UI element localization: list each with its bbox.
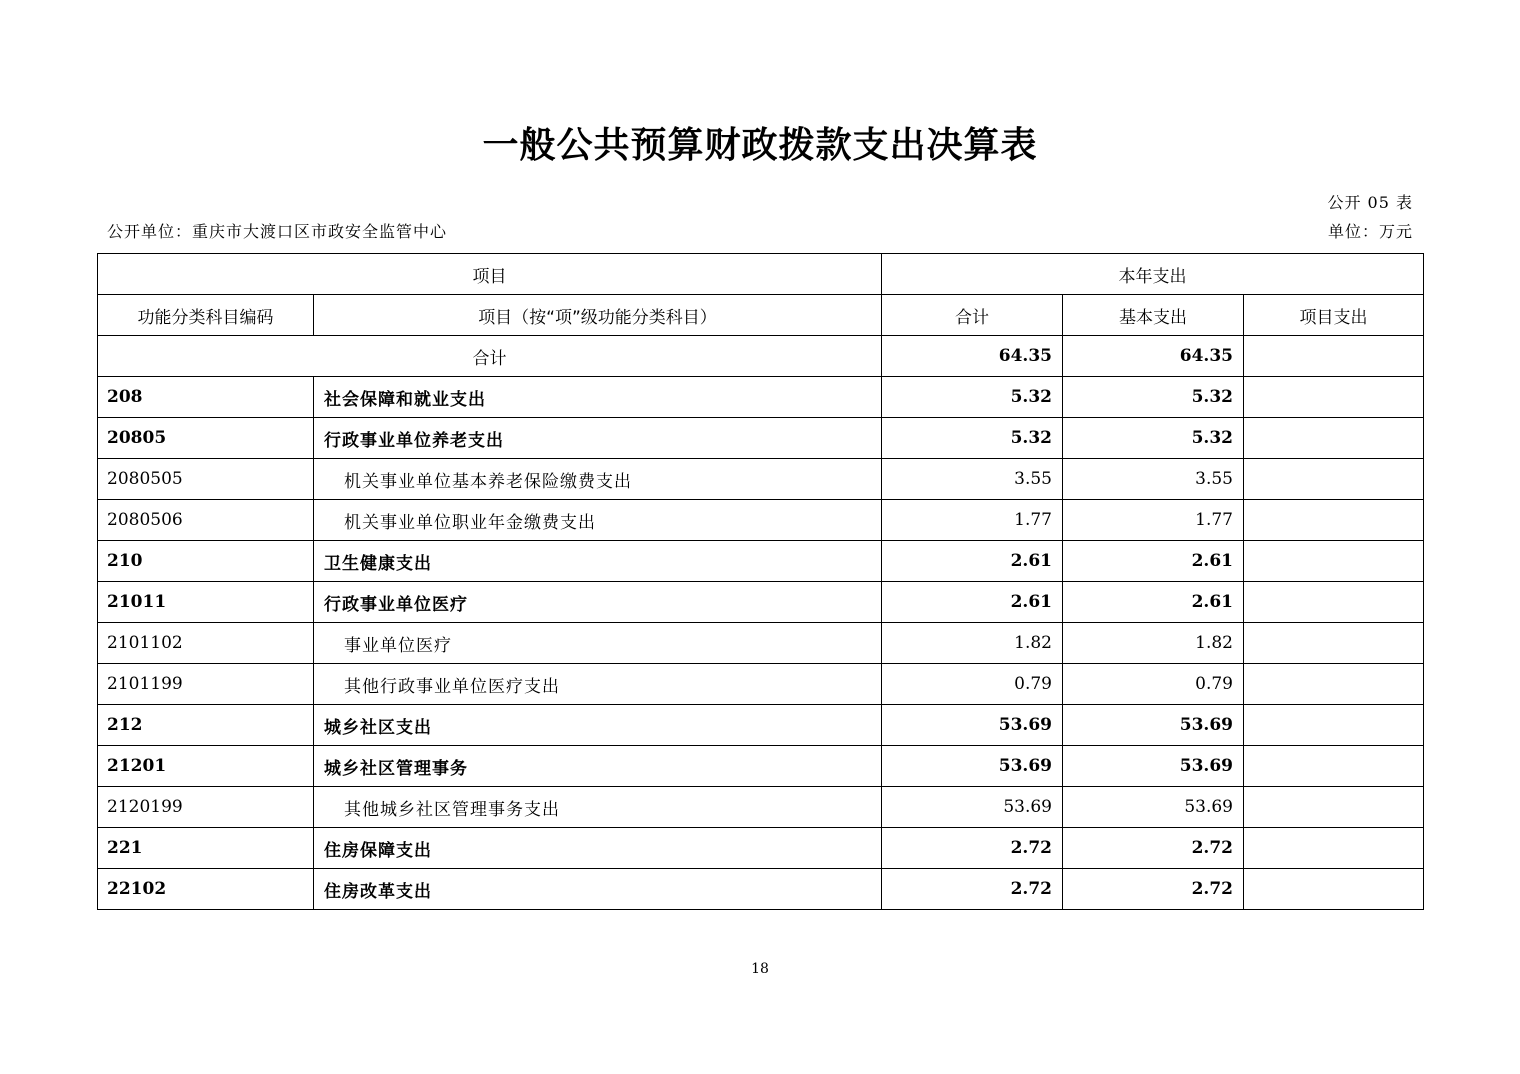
header-code: 功能分类科目编码 — [98, 295, 314, 336]
header-row-1 — [98, 254, 1424, 295]
table-row — [98, 787, 1424, 828]
row-basic: 0.79 — [1063, 664, 1244, 705]
row-code: 21011 — [98, 582, 314, 623]
table-row — [98, 582, 1424, 623]
row-name: 其他城乡社区管理事务支出 — [314, 787, 882, 828]
row-project — [1244, 418, 1424, 459]
row-basic: 3.55 — [1063, 459, 1244, 500]
row-name: 社会保障和就业支出 — [314, 377, 882, 418]
row-total: 1.82 — [882, 623, 1063, 664]
table-row — [98, 869, 1424, 910]
total-amount: 64.35 — [882, 336, 1063, 377]
row-name: 住房保障支出 — [314, 828, 882, 869]
row-code: 2101199 — [98, 664, 314, 705]
row-total: 2.61 — [882, 582, 1063, 623]
table-row — [98, 541, 1424, 582]
form-number: 公开 05 表 — [1327, 193, 1413, 212]
row-total: 3.55 — [882, 459, 1063, 500]
table-row — [98, 705, 1424, 746]
row-total: 53.69 — [882, 746, 1063, 787]
row-project — [1244, 869, 1424, 910]
header-basic: 基本支出 — [1063, 295, 1244, 336]
table-row — [98, 746, 1424, 787]
total-project — [1244, 336, 1424, 377]
table-row — [98, 500, 1424, 541]
row-total: 53.69 — [882, 787, 1063, 828]
row-code: 210 — [98, 541, 314, 582]
row-basic: 53.69 — [1063, 746, 1244, 787]
row-total: 53.69 — [882, 705, 1063, 746]
row-total: 2.61 — [882, 541, 1063, 582]
row-name: 行政事业单位养老支出 — [314, 418, 882, 459]
page-title: 一般公共预算财政拨款支出决算表 — [482, 125, 1038, 166]
row-name: 住房改革支出 — [314, 869, 882, 910]
row-code: 2080506 — [98, 500, 314, 541]
row-code: 2101102 — [98, 623, 314, 664]
row-basic: 53.69 — [1063, 705, 1244, 746]
header-name: 项目（按“项”级功能分类科目） — [314, 295, 882, 336]
row-code: 212 — [98, 705, 314, 746]
row-basic: 2.72 — [1063, 869, 1244, 910]
row-code: 208 — [98, 377, 314, 418]
header-total: 合计 — [882, 295, 1063, 336]
row-name: 城乡社区支出 — [314, 705, 882, 746]
row-basic: 2.72 — [1063, 828, 1244, 869]
header-row-2 — [98, 295, 1424, 336]
row-project — [1244, 787, 1424, 828]
row-code: 20805 — [98, 418, 314, 459]
page-number: 18 — [751, 961, 769, 977]
table-row — [98, 828, 1424, 869]
row-name: 城乡社区管理事务 — [314, 746, 882, 787]
header-current-year: 本年支出 — [882, 254, 1424, 295]
table-row — [98, 418, 1424, 459]
row-project — [1244, 500, 1424, 541]
row-basic: 1.82 — [1063, 623, 1244, 664]
total-label: 合计 — [98, 336, 882, 377]
row-total: 2.72 — [882, 869, 1063, 910]
row-code: 21201 — [98, 746, 314, 787]
row-total: 2.72 — [882, 828, 1063, 869]
row-project — [1244, 828, 1424, 869]
row-project — [1244, 377, 1424, 418]
row-project — [1244, 623, 1424, 664]
header-project-exp: 项目支出 — [1244, 295, 1424, 336]
row-name: 其他行政事业单位医疗支出 — [314, 664, 882, 705]
row-basic: 2.61 — [1063, 541, 1244, 582]
row-project — [1244, 541, 1424, 582]
table-row — [98, 459, 1424, 500]
row-code: 2120199 — [98, 787, 314, 828]
row-name: 卫生健康支出 — [314, 541, 882, 582]
row-name: 事业单位医疗 — [314, 623, 882, 664]
budget-table — [97, 253, 1424, 910]
table-row — [98, 623, 1424, 664]
row-project — [1244, 582, 1424, 623]
total-row — [98, 336, 1424, 377]
row-basic: 5.32 — [1063, 377, 1244, 418]
row-basic: 53.69 — [1063, 787, 1244, 828]
row-name: 机关事业单位职业年金缴费支出 — [314, 500, 882, 541]
row-total: 5.32 — [882, 377, 1063, 418]
row-code: 22102 — [98, 869, 314, 910]
row-total: 5.32 — [882, 418, 1063, 459]
row-basic: 5.32 — [1063, 418, 1244, 459]
unit-label: 单位：万元 — [1327, 222, 1413, 241]
row-name: 机关事业单位基本养老保险缴费支出 — [314, 459, 882, 500]
org-label: 公开单位：重庆市大渡口区市政安全监管中心 — [107, 222, 448, 241]
row-total: 1.77 — [882, 500, 1063, 541]
row-project — [1244, 705, 1424, 746]
row-project — [1244, 664, 1424, 705]
row-project — [1244, 459, 1424, 500]
table-row — [98, 664, 1424, 705]
total-basic: 64.35 — [1063, 336, 1244, 377]
table-row — [98, 377, 1424, 418]
row-name: 行政事业单位医疗 — [314, 582, 882, 623]
row-code: 221 — [98, 828, 314, 869]
row-basic: 1.77 — [1063, 500, 1244, 541]
row-basic: 2.61 — [1063, 582, 1244, 623]
row-project — [1244, 746, 1424, 787]
header-project: 项目 — [98, 254, 882, 295]
row-total: 0.79 — [882, 664, 1063, 705]
row-code: 2080505 — [98, 459, 314, 500]
